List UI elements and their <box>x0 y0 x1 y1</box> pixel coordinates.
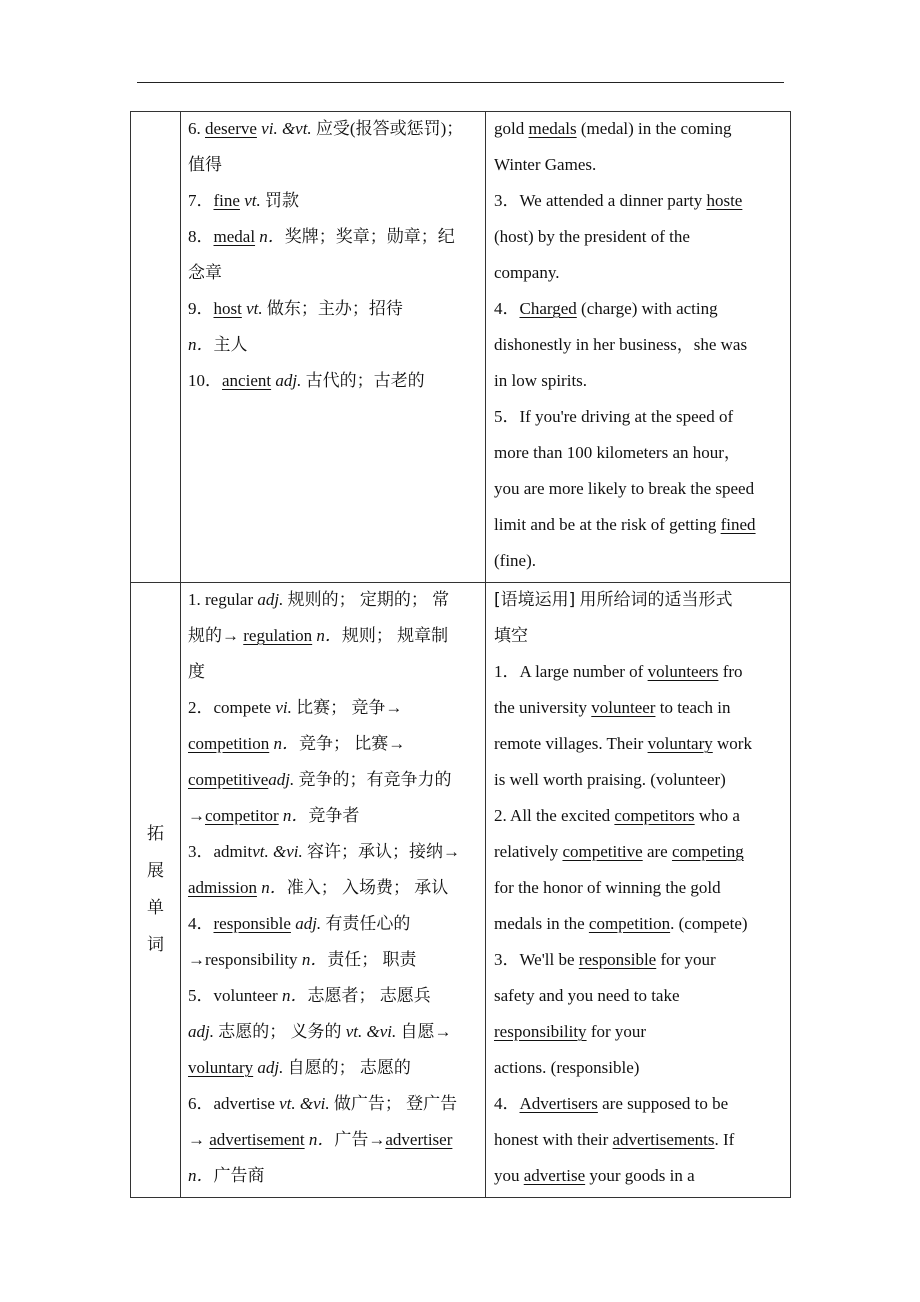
text-segment: 4． <box>188 914 214 933</box>
answer-word: advertiser <box>385 1130 453 1149</box>
text-segment: 用所给词的适当形式 <box>575 590 733 609</box>
text-segment: 有责任心的 <box>321 914 411 933</box>
text-line <box>188 1125 481 1161</box>
text-segment: n． <box>188 1166 214 1185</box>
text-segment: 容许；承认；接纳→ <box>302 842 460 861</box>
text-segment: adj. <box>268 770 295 789</box>
text-segment: 竞争的；有竞争力的 <box>294 770 452 789</box>
answer-word: competitor <box>205 806 279 825</box>
text-line <box>494 222 790 258</box>
text-segment: relatively <box>494 842 563 861</box>
answer-word: fine <box>213 191 240 210</box>
text-segment: you <box>494 1166 524 1185</box>
answer-word: volunteer <box>591 698 656 717</box>
text-segment: more than 100 kilometers an hour， <box>494 443 741 462</box>
text-segment: to teach in <box>655 698 731 717</box>
text-line <box>188 1053 481 1089</box>
text-segment: 做东；主办；招待 <box>266 299 403 318</box>
basic-exercise-text <box>486 112 790 582</box>
text-segment: 准入； 入场费； 承认 <box>286 878 449 897</box>
text-segment: work <box>712 734 752 753</box>
answer-word: Charged <box>519 299 577 318</box>
row-label-extended-words <box>131 816 180 964</box>
text-segment: 广告→ <box>334 1130 386 1149</box>
row-label-char: 单 <box>147 898 164 918</box>
text-segment: your goods in a <box>585 1166 695 1185</box>
text-segment: . If <box>714 1130 735 1149</box>
text-line <box>188 1017 481 1053</box>
text-line <box>494 693 790 729</box>
text-line <box>188 801 481 837</box>
text-line <box>494 1125 790 1161</box>
answer-word: medals <box>528 119 577 138</box>
text-line <box>494 186 790 222</box>
text-line <box>188 981 481 1017</box>
answer-word: responsible <box>578 950 657 969</box>
answer-word: volunteers <box>647 662 719 681</box>
table-row-extended-words <box>131 583 791 1198</box>
text-line <box>494 546 790 582</box>
text-line <box>494 981 790 1017</box>
text-segment: safety and you need to take <box>494 986 680 1005</box>
text-line <box>494 366 790 402</box>
text-line <box>188 366 481 402</box>
text-segment: 3．We'll be <box>494 950 579 969</box>
text-line <box>188 729 481 765</box>
answer-word: competitive <box>188 770 269 789</box>
text-segment: vt. <box>239 191 265 210</box>
answer-word: competition <box>188 734 270 753</box>
text-segment: 古代的；古老的 <box>305 371 425 390</box>
text-segment: n． <box>281 986 308 1005</box>
text-segment: 2. All the excited <box>494 806 615 825</box>
answer-word: competing <box>671 842 744 861</box>
text-segment: vt. <box>241 299 267 318</box>
answer-word: advertisement <box>209 1130 305 1149</box>
text-line <box>188 150 481 186</box>
text-segment: limit and be at the risk of getting <box>494 515 721 534</box>
text-segment: 志愿的； 义务的 <box>213 1022 346 1041</box>
text-segment: 竞争者 <box>308 806 360 825</box>
text-segment: is well worth praising. (volunteer) <box>494 770 726 789</box>
text-segment: company. <box>494 263 560 282</box>
row-label-char: 展 <box>147 861 164 881</box>
text-segment: 广告商 <box>213 1166 265 1185</box>
text-segment: adj. <box>257 590 284 609</box>
text-segment: 规则； 规章制 <box>341 626 449 645</box>
text-segment: 自愿的； 志愿的 <box>283 1058 411 1077</box>
text-segment: actions. (responsible) <box>494 1058 640 1077</box>
text-segment: 应受(报答或惩罚)； <box>315 119 464 138</box>
text-line <box>494 837 790 873</box>
text-segment: vi. &vt. <box>256 119 316 138</box>
basic-exercise-cell <box>486 112 791 583</box>
text-line <box>188 294 481 330</box>
text-segment: gold <box>494 119 529 138</box>
text-segment: the university <box>494 698 592 717</box>
text-line <box>494 150 790 186</box>
text-line <box>494 585 790 621</box>
basic-word-list <box>181 112 485 402</box>
answer-word: voluntary <box>188 1058 254 1077</box>
extended-word-list-cell <box>181 583 486 1198</box>
text-line <box>494 294 790 330</box>
text-segment: vt. &vi. <box>252 842 303 861</box>
text-segment: 念章 <box>188 263 222 282</box>
text-segment: 3．admit <box>188 842 253 861</box>
text-segment: 罚款 <box>264 191 299 210</box>
answer-word: host <box>213 299 242 318</box>
table-row-basic-words <box>131 112 791 583</box>
text-line <box>188 186 481 222</box>
text-segment: for the honor of winning the gold <box>494 878 721 897</box>
text-segment: who a <box>694 806 740 825</box>
text-segment: 1．A large number of <box>494 662 648 681</box>
text-segment: 7． <box>188 191 214 210</box>
row-label-char: 拓 <box>147 824 164 844</box>
text-segment: you are more likely to break the speed <box>494 479 755 498</box>
vocabulary-table <box>130 111 791 1198</box>
extended-exercise-text <box>486 583 790 1197</box>
text-segment: 4． <box>494 1094 520 1113</box>
text-segment: vi. <box>275 698 292 717</box>
text-segment: 4． <box>494 299 520 318</box>
text-line <box>494 909 790 945</box>
text-segment: 志愿者； 志愿兵 <box>307 986 431 1005</box>
text-segment: 10． <box>188 371 222 390</box>
text-line <box>494 873 790 909</box>
text-segment: 6．advertise <box>188 1094 280 1113</box>
text-segment: (medal) in the coming <box>576 119 732 138</box>
text-segment: 竞争； 比赛→ <box>298 734 406 753</box>
answer-word: admission <box>188 878 257 897</box>
text-line <box>188 621 481 657</box>
answer-word: medal <box>213 227 256 246</box>
text-segment: adj. <box>253 1058 284 1077</box>
text-segment: 规则的； 定期的； 常 <box>283 590 450 609</box>
text-line <box>188 837 481 873</box>
text-segment: n． <box>188 335 214 354</box>
text-segment: → <box>188 1130 210 1149</box>
text-segment: n． <box>256 878 287 897</box>
answer-word: Advertisers <box>519 1094 598 1113</box>
extended-word-list <box>181 583 485 1197</box>
text-segment: 3．We attended a dinner party <box>494 191 707 210</box>
text-line <box>494 510 790 546</box>
text-line <box>188 873 481 909</box>
text-segment: fro <box>718 662 743 681</box>
text-segment: 2．compete <box>188 698 276 717</box>
row-label-char: 词 <box>147 935 164 955</box>
text-segment: adj. <box>188 1022 214 1041</box>
text-line <box>494 945 790 981</box>
text-line <box>494 1161 790 1197</box>
text-line <box>188 222 481 258</box>
answer-word: advertisements <box>612 1130 715 1149</box>
text-segment: 5．If you're driving at the speed of <box>494 407 734 426</box>
text-segment: 比赛； 竞争→ <box>291 698 403 717</box>
text-segment: [语境运用] <box>494 590 576 610</box>
text-segment: Winter Games. <box>494 155 597 174</box>
text-line <box>188 258 481 294</box>
basic-word-list-cell <box>181 112 486 583</box>
answer-word: voluntary <box>647 734 713 753</box>
text-segment: (host) by the president of the <box>494 227 690 246</box>
text-line <box>188 657 481 693</box>
text-line <box>494 1089 790 1125</box>
text-segment: n． <box>312 626 342 645</box>
text-segment: → <box>188 806 205 825</box>
text-line <box>188 114 481 150</box>
header-rule <box>137 82 784 83</box>
text-segment: (fine). <box>494 551 537 570</box>
answer-word: responsibility <box>494 1022 587 1041</box>
text-segment: 1. regular <box>188 590 258 609</box>
answer-word: fined <box>720 515 756 534</box>
text-segment: 责任； 职责 <box>327 950 417 969</box>
text-segment: . (compete) <box>670 914 748 933</box>
answer-word: competitive <box>562 842 643 861</box>
text-segment: 奖牌；奖章；勋章；纪 <box>284 227 455 246</box>
text-segment: n． <box>304 1130 335 1149</box>
row-label-cell <box>131 583 181 1198</box>
answer-word: ancient <box>222 371 272 390</box>
text-segment: are supposed to be <box>597 1094 729 1113</box>
answer-word: responsible <box>213 914 291 933</box>
extended-exercise-cell <box>486 583 791 1198</box>
answer-word: competition <box>588 914 671 933</box>
text-line <box>188 330 481 366</box>
text-segment: vt. &vi. <box>279 1094 330 1113</box>
answer-word: deserve <box>205 119 257 138</box>
text-line <box>494 729 790 765</box>
text-line <box>494 1017 790 1053</box>
text-line <box>494 402 790 438</box>
answer-word: competitors <box>614 806 695 825</box>
text-line <box>494 330 790 366</box>
text-segment: n． <box>269 734 299 753</box>
text-segment: 规的→ <box>188 626 244 645</box>
text-segment: adj. <box>290 914 322 933</box>
text-segment: →responsibility <box>188 950 302 969</box>
text-segment: 做广告； 登广告 <box>329 1094 458 1113</box>
text-segment: n． <box>301 950 328 969</box>
text-line <box>494 438 790 474</box>
text-line <box>494 657 790 693</box>
text-segment: (charge) with acting <box>576 299 718 318</box>
text-line <box>188 909 481 945</box>
text-segment: remote villages. Their <box>494 734 648 753</box>
text-segment: n． <box>255 227 285 246</box>
text-segment: n． <box>278 806 309 825</box>
text-line <box>494 765 790 801</box>
text-segment: 主人 <box>213 335 248 354</box>
answer-word: regulation <box>243 626 313 645</box>
text-segment: 度 <box>188 662 205 681</box>
text-segment: are <box>642 842 672 861</box>
row-label-cell-empty <box>131 112 181 583</box>
text-line <box>188 765 481 801</box>
text-line <box>188 1089 481 1125</box>
text-line <box>494 258 790 294</box>
text-line <box>188 945 481 981</box>
text-segment: vt. &vi. <box>345 1022 397 1041</box>
text-segment: dishonestly in her business，she was <box>494 335 748 354</box>
answer-word: advertise <box>523 1166 586 1185</box>
answer-word: hoste <box>706 191 743 210</box>
text-line <box>188 1161 481 1197</box>
text-segment: 5．volunteer <box>188 986 282 1005</box>
text-segment: 8． <box>188 227 214 246</box>
text-line <box>494 801 790 837</box>
text-segment: 9． <box>188 299 214 318</box>
text-segment: medals in the <box>494 914 589 933</box>
text-segment: for your <box>586 1022 647 1041</box>
text-line <box>188 693 481 729</box>
text-segment: for your <box>656 950 716 969</box>
text-line <box>494 474 790 510</box>
text-segment: 值得 <box>188 155 222 174</box>
text-line <box>188 585 481 621</box>
text-segment: honest with their <box>494 1130 613 1149</box>
text-segment: in low spirits. <box>494 371 588 390</box>
text-segment: 填空 <box>494 626 528 645</box>
text-line <box>494 1053 790 1089</box>
text-line <box>494 114 790 150</box>
text-segment: 6. <box>188 119 205 138</box>
text-segment: adj. <box>271 371 306 390</box>
text-line <box>494 621 790 657</box>
text-segment: 自愿→ <box>396 1022 452 1041</box>
